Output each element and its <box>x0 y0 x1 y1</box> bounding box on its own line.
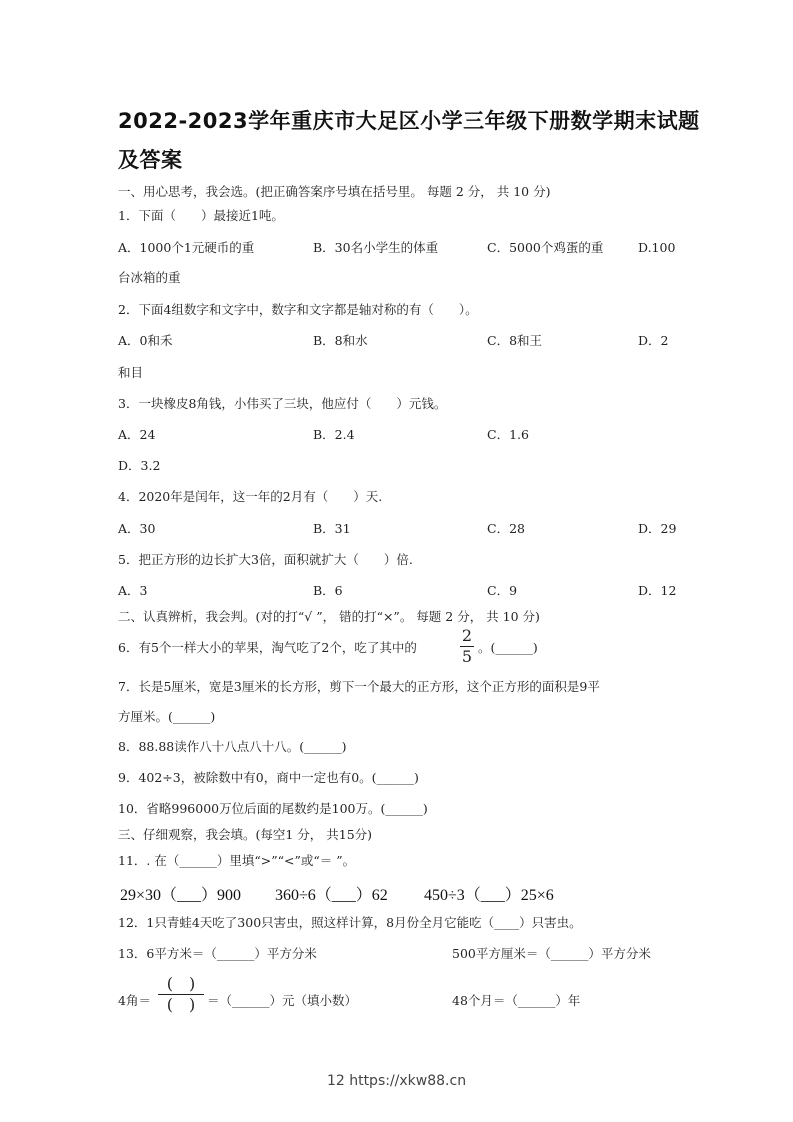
question-6-text: 6．有5个一样大小的苹果，淘气吃了2个，吃了其中的 <box>118 640 417 655</box>
q2-option-c: C．8和王 <box>487 333 543 348</box>
fraction-denominator: 5 <box>461 647 473 666</box>
q4-option-b: B．31 <box>313 521 351 536</box>
q11-expression-2: 360÷6（___）62 <box>275 887 388 904</box>
question-11-stem: 11．. 在（______）里填“>”“<”或“＝ ”。 <box>118 853 356 868</box>
question-10-text: 10．省略996000万位后面的尾数约是100万。(______) <box>118 801 428 816</box>
q11-expression-3: 450÷3（___）25×6 <box>424 887 554 904</box>
q13-fraction-blank <box>158 975 204 1014</box>
q5-option-c: C．9 <box>487 583 518 598</box>
q6-answer-blank: 。(______) <box>478 640 538 655</box>
q13-part-c-right: ＝（______）元（填小数） <box>207 993 358 1008</box>
page-footer: 12 https://xkw88.cn <box>326 1073 467 1089</box>
fraction-denominator-blank: ( ) <box>166 995 196 1014</box>
q13-part-a: 13．6平方米＝（______）平方分米 <box>118 946 317 961</box>
question-9-text: 9．402÷3，被除数中有0，商中一定也有0。(______) <box>118 770 419 785</box>
q1-option-b: B．30名小学生的体重 <box>313 240 439 255</box>
question-1-stem: 1．下面（ ）最接近1吨。 <box>118 208 284 223</box>
q4-option-a: A．30 <box>118 521 156 536</box>
page-title-continued: 及答案 <box>118 148 183 172</box>
question-12-text: 12．1只青蛙4天吃了300只害虫，照这样计算，8月份全月它能吃（____）只害虫。 <box>118 915 582 930</box>
question-2-stem: 2．下面4组数字和文字中，数字和文字都是轴对称的有（ ）。 <box>118 302 478 317</box>
q3-option-c: C．1.6 <box>487 427 529 442</box>
q2-option-d: D．2 <box>638 333 669 348</box>
q1-option-d-continued: 台冰箱的重 <box>118 270 181 285</box>
q5-option-a: A．3 <box>118 583 148 598</box>
q1-option-c: C．5000个鸡蛋的重 <box>487 240 604 255</box>
q3-option-d: D．3.2 <box>118 458 161 473</box>
q1-option-d: D.100 <box>638 240 676 255</box>
question-8-text: 8．88.88读作八十八点八十八。(______) <box>118 739 347 754</box>
section-heading-fill: 三、仔细观察，我会填。(每空1 分， 共15分) <box>118 827 373 842</box>
q5-option-d: D．12 <box>638 583 677 598</box>
q13-part-b: 500平方厘米＝（______）平方分米 <box>452 946 651 961</box>
q3-option-b: B．2.4 <box>313 427 355 442</box>
question-7-text: 7．长是5厘米，宽是3厘米的长方形，剪下一个最大的正方形，这个正方形的面积是9平 <box>118 679 600 694</box>
q2-option-a: A．0和禾 <box>118 333 173 348</box>
q4-option-d: D．29 <box>638 521 677 536</box>
fraction-numerator-blank: ( ) <box>166 974 196 993</box>
question-5-stem: 5．把正方形的边长扩大3倍，面积就扩大（ ）倍. <box>118 552 413 567</box>
q13-part-c-left: 4角＝ <box>118 993 151 1008</box>
q5-option-b: B．6 <box>313 583 343 598</box>
page-title: 2022-2023学年重庆市大足区小学三年级下册数学期末试题 <box>118 109 700 133</box>
fraction-numerator: 2 <box>461 626 473 645</box>
q6-fraction <box>460 627 474 666</box>
question-7-text-continued: 方厘米。(______) <box>118 709 216 724</box>
question-3-stem: 3．一块橡皮8角钱，小伟买了三块，他应付（ ）元钱。 <box>118 396 447 411</box>
section-heading-choice: 一、用心思考，我会选。(把正确答案序号填在括号里。 每题 2 分， 共 10 分) <box>118 184 551 199</box>
q2-option-d-continued: 和目 <box>118 365 144 380</box>
section-heading-judge: 二、认真辨析，我会判。(对的打“√ ”， 错的打“×”。 每题 2 分， 共 10 分) <box>118 609 540 624</box>
q1-option-a: A．1000个1元硬币的重 <box>118 240 255 255</box>
q3-option-a: A．24 <box>118 427 156 442</box>
q2-option-b: B．8和水 <box>313 333 368 348</box>
q11-expression-1: 29×30（___）900 <box>120 887 242 904</box>
q13-part-d: 48个月＝（______）年 <box>452 993 581 1008</box>
question-4-stem: 4．2020年是闰年，这一年的2月有（ ）天. <box>118 489 383 504</box>
q4-option-c: C．28 <box>487 521 525 536</box>
